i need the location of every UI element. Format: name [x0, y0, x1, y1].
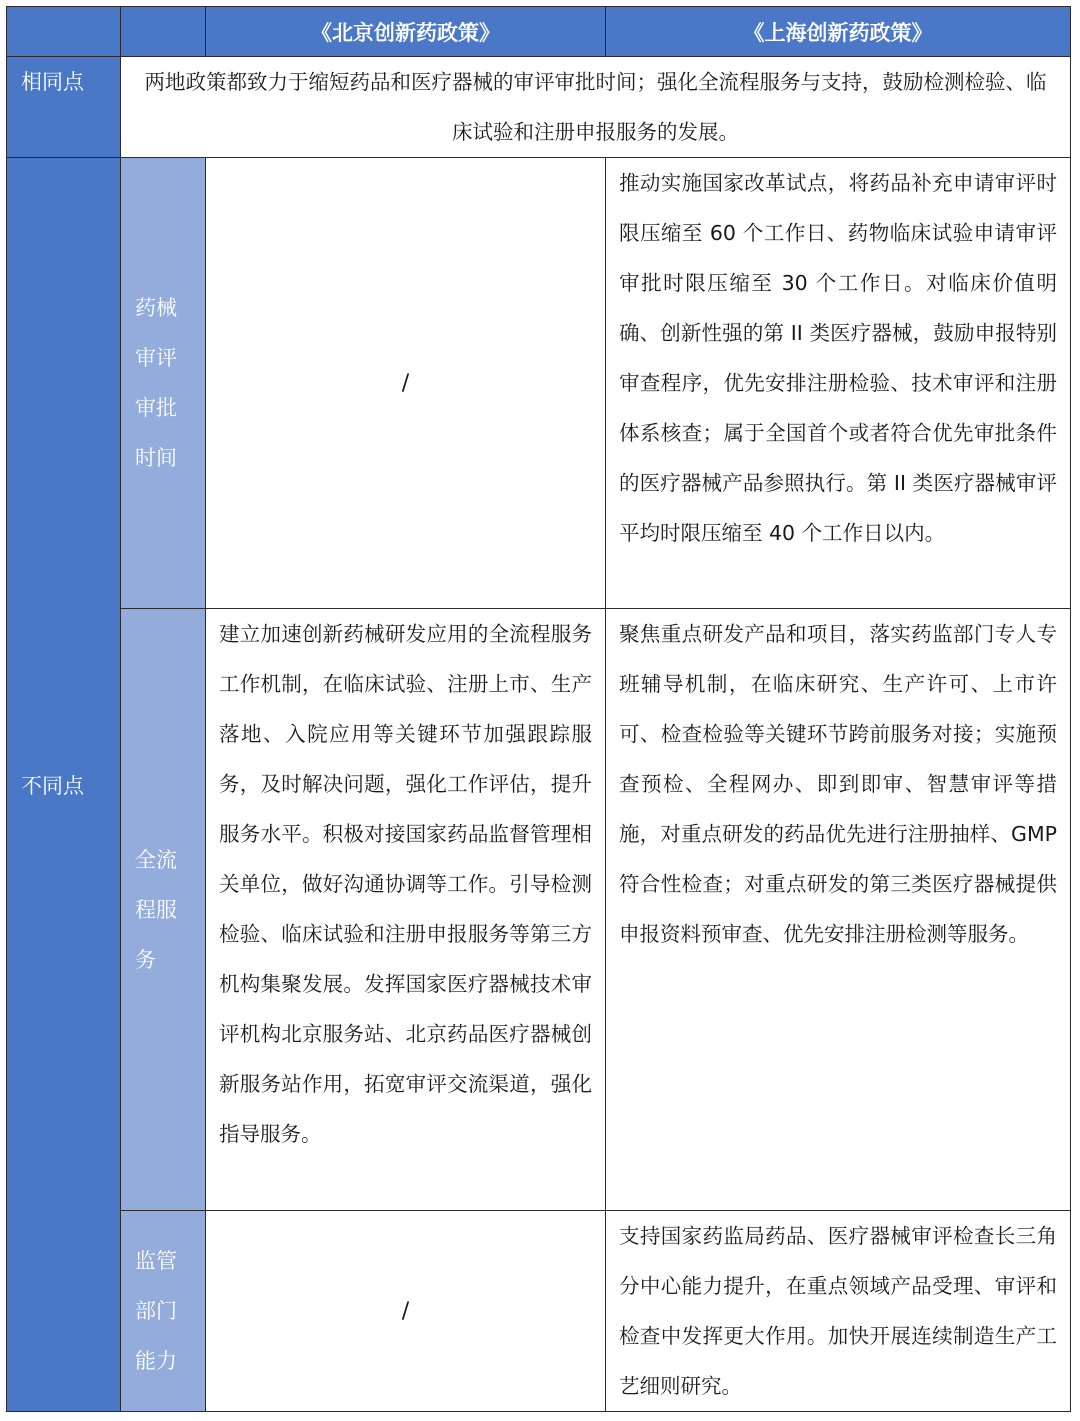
table-row	[7, 158, 1071, 609]
beijing-cell	[206, 609, 606, 1211]
header-corner-sub	[121, 7, 206, 57]
shanghai-text: 聚焦重点研发产品和项目，落实药监部门专人专班辅导机制，在临床研究、生产许可、上市许可、检查检验等关键环节跨前服务对接；实施预查预检、全程网办、即到即审、智慧审评等措施，对重点研发的药品优先进行注册抽样、GMP 符合性检查；对重点研发的第三类医疗器械提供申报资料预审查、优先安排注册检测等服务。	[619, 622, 1057, 946]
category-cell	[121, 158, 206, 609]
category-label: 全流程服务	[135, 847, 177, 972]
category-label: 监管部门能力	[135, 1249, 177, 1373]
table-row	[7, 609, 1071, 1211]
header-corner	[7, 7, 121, 57]
policy-comparison-table	[6, 6, 1071, 1412]
differences-label: 不同点	[7, 158, 121, 1412]
beijing-cell: /	[206, 158, 606, 609]
shanghai-text: 推动实施国家改革试点，将药品补充申请审评时限压缩至 60 个工作日、药物临床试验申请审评审批时限压缩至 30 个工作日。对临床价值明确、创新性强的第 II 类医疗器械，鼓励申报特别审查程序，优先安排注册检验、技术审评和注册体系核查；属于全国首个或者符合优先审批条件的医疗器械产品参照执行。第 II 类医疗器械审评平均时限压缩至 40 个工作日以内。	[619, 171, 1057, 545]
category-label: 药械审评审批时间	[135, 296, 177, 470]
shanghai-cell	[606, 609, 1071, 1211]
beijing-text: 建立加速创新药械研发应用的全流程服务工作机制，在临床试验、注册上市、生产落地、入院应用等关键环节加强跟踪服务，及时解决问题，强化工作评估，提升服务水平。积极对接国家药品监督管理相关单位，做好沟通协调等工作。引导检测检验、临床试验和注册申报服务等第三方机构集聚发展。发挥国家医疗器械技术审评机构北京服务站、北京药品医疗器械创新服务站作用，拓宽审评交流渠道，强化指导服务。	[219, 622, 592, 1146]
shanghai-cell	[606, 1211, 1071, 1412]
similarities-text: 两地政策都致力于缩短药品和医疗器械的审评审批时间；强化全流程服务与支持，鼓励检测检验、临床试验和注册申报服务的发展。	[121, 57, 1071, 158]
beijing-cell: /	[206, 1211, 606, 1412]
category-cell	[121, 1211, 206, 1412]
shanghai-text: 支持国家药监局药品、医疗器械审评检查长三角分中心能力提升，在重点领域产品受理、审评和检查中发挥更大作用。加快开展连续制造生产工艺细则研究。	[619, 1224, 1057, 1398]
header-shanghai: 《上海创新药政策》	[606, 7, 1071, 57]
shanghai-cell	[606, 158, 1071, 609]
header-beijing: 《北京创新药政策》	[206, 7, 606, 57]
header-row	[7, 7, 1071, 57]
table-row	[7, 1211, 1071, 1412]
category-cell	[121, 609, 206, 1211]
similarities-row	[7, 57, 1071, 158]
similarities-label: 相同点	[7, 57, 121, 158]
